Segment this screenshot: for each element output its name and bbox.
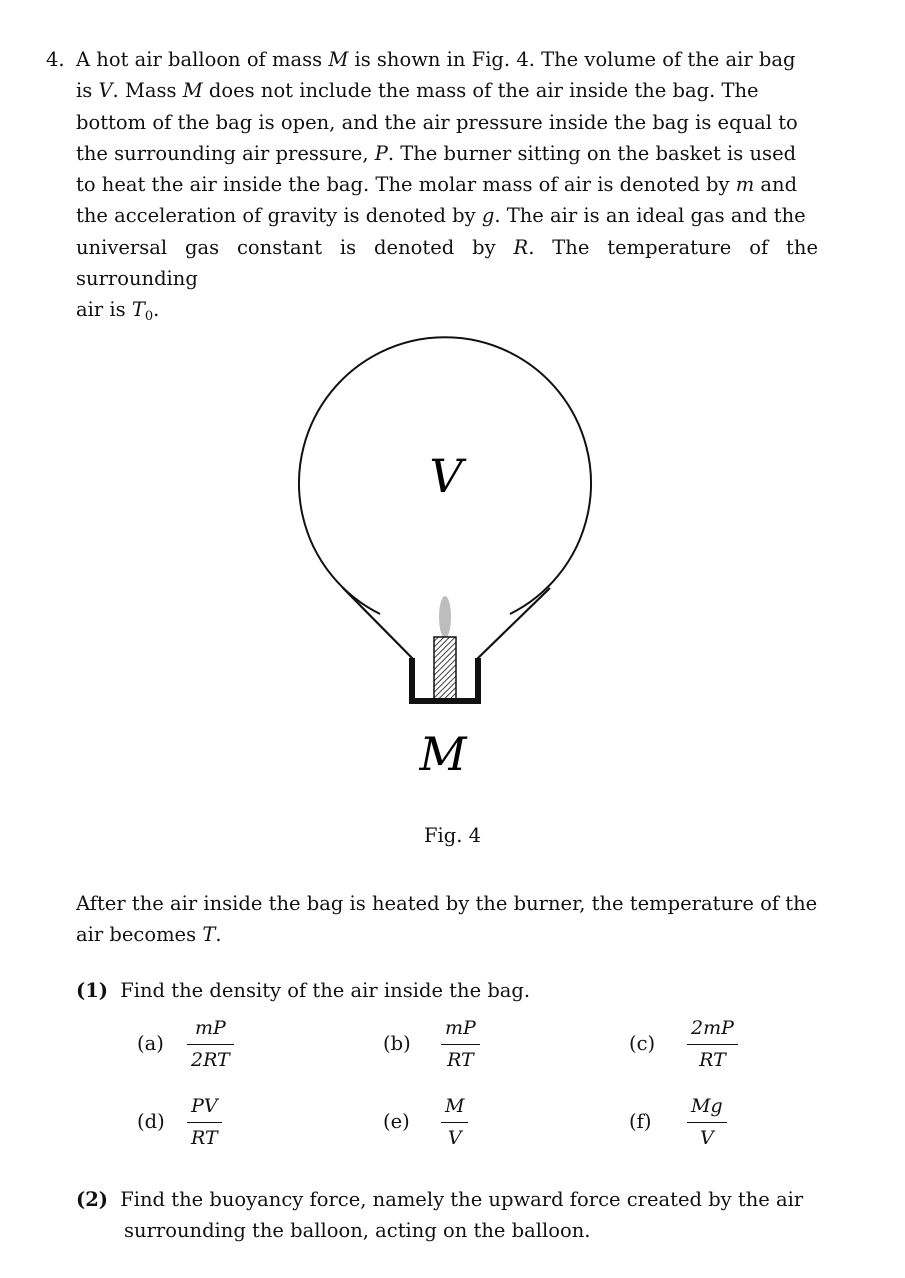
option-label: (e) <box>383 1110 410 1133</box>
problem-line: the surrounding air pressure, P. The burner sitting on the basket is used <box>76 141 797 165</box>
problem-line: air is $T_0$. <box>76 298 160 325</box>
question-2 <box>76 1184 818 1247</box>
basket-mass-label: M <box>419 727 467 781</box>
heating-line: air becomes T. <box>76 923 222 947</box>
figure-caption: Fig. 4 <box>423 824 482 847</box>
problem-line: A hot air balloon of mass M is shown in Fig. 4. The volume of the air bag <box>76 48 796 71</box>
math-symbol: m <box>735 173 755 197</box>
hot-air-balloon-figure <box>290 330 600 790</box>
question-2-text-line-1: Find the buoyancy force, namely the upward force created by the air <box>120 1188 804 1211</box>
question-1 <box>76 975 530 1006</box>
problem-line: the acceleration of gravity is denoted by g. The air is an ideal gas and the <box>76 204 806 228</box>
right-suspension-rope <box>476 588 550 660</box>
problem-line: is V. Mass M does not include the mass of the air inside the bag. The <box>76 79 759 103</box>
problem-line: universal gas constant is denoted by R. The temperature of the surrounding <box>76 235 818 291</box>
bag-volume-label: V <box>429 449 463 503</box>
option-fraction: Mg V <box>687 1094 727 1150</box>
option-fraction: PV RT <box>187 1094 222 1150</box>
heating-line: After the air inside the bag is heated by the burner, the temperature of the <box>76 892 818 915</box>
option-fraction: mP RT <box>441 1016 480 1072</box>
question-1-number: (1) <box>76 979 109 1002</box>
math-symbol: R <box>513 235 529 259</box>
burner-flame <box>439 596 451 638</box>
math-symbol: P <box>374 141 388 165</box>
math-symbol: T <box>202 923 216 947</box>
option-label: (f) <box>629 1110 652 1133</box>
math-symbol: M <box>182 79 203 103</box>
option-label: (d) <box>137 1110 165 1133</box>
option-fraction: M V <box>441 1094 468 1150</box>
problem-number: 4. <box>46 48 65 71</box>
problem-line: bottom of the bag is open, and the air pressure inside the bag is equal to <box>76 110 798 134</box>
math-symbol: $T_0$ <box>131 298 154 325</box>
burner <box>434 637 456 699</box>
option-label: (a) <box>137 1032 164 1055</box>
math-symbol: g <box>481 204 495 228</box>
question-2-text-line-2: surrounding the balloon, acting on the balloon. <box>124 1219 591 1243</box>
question-2-number: (2) <box>76 1188 109 1211</box>
option-fraction: mP 2RT <box>187 1016 234 1072</box>
left-suspension-rope <box>343 588 414 660</box>
option-label: (c) <box>629 1032 656 1055</box>
math-symbol: M <box>328 48 349 71</box>
problem-line: to heat the air inside the bag. The molar mass of air is denoted by m and <box>76 173 798 197</box>
math-symbol: V <box>98 79 113 103</box>
option-label: (b) <box>383 1032 411 1055</box>
heating-statement <box>76 888 818 951</box>
option-fraction: 2mP RT <box>687 1016 738 1072</box>
question-1-text: Find the density of the air inside the bag. <box>120 979 531 1002</box>
problem-text <box>76 44 818 326</box>
problem-statement <box>46 44 818 326</box>
